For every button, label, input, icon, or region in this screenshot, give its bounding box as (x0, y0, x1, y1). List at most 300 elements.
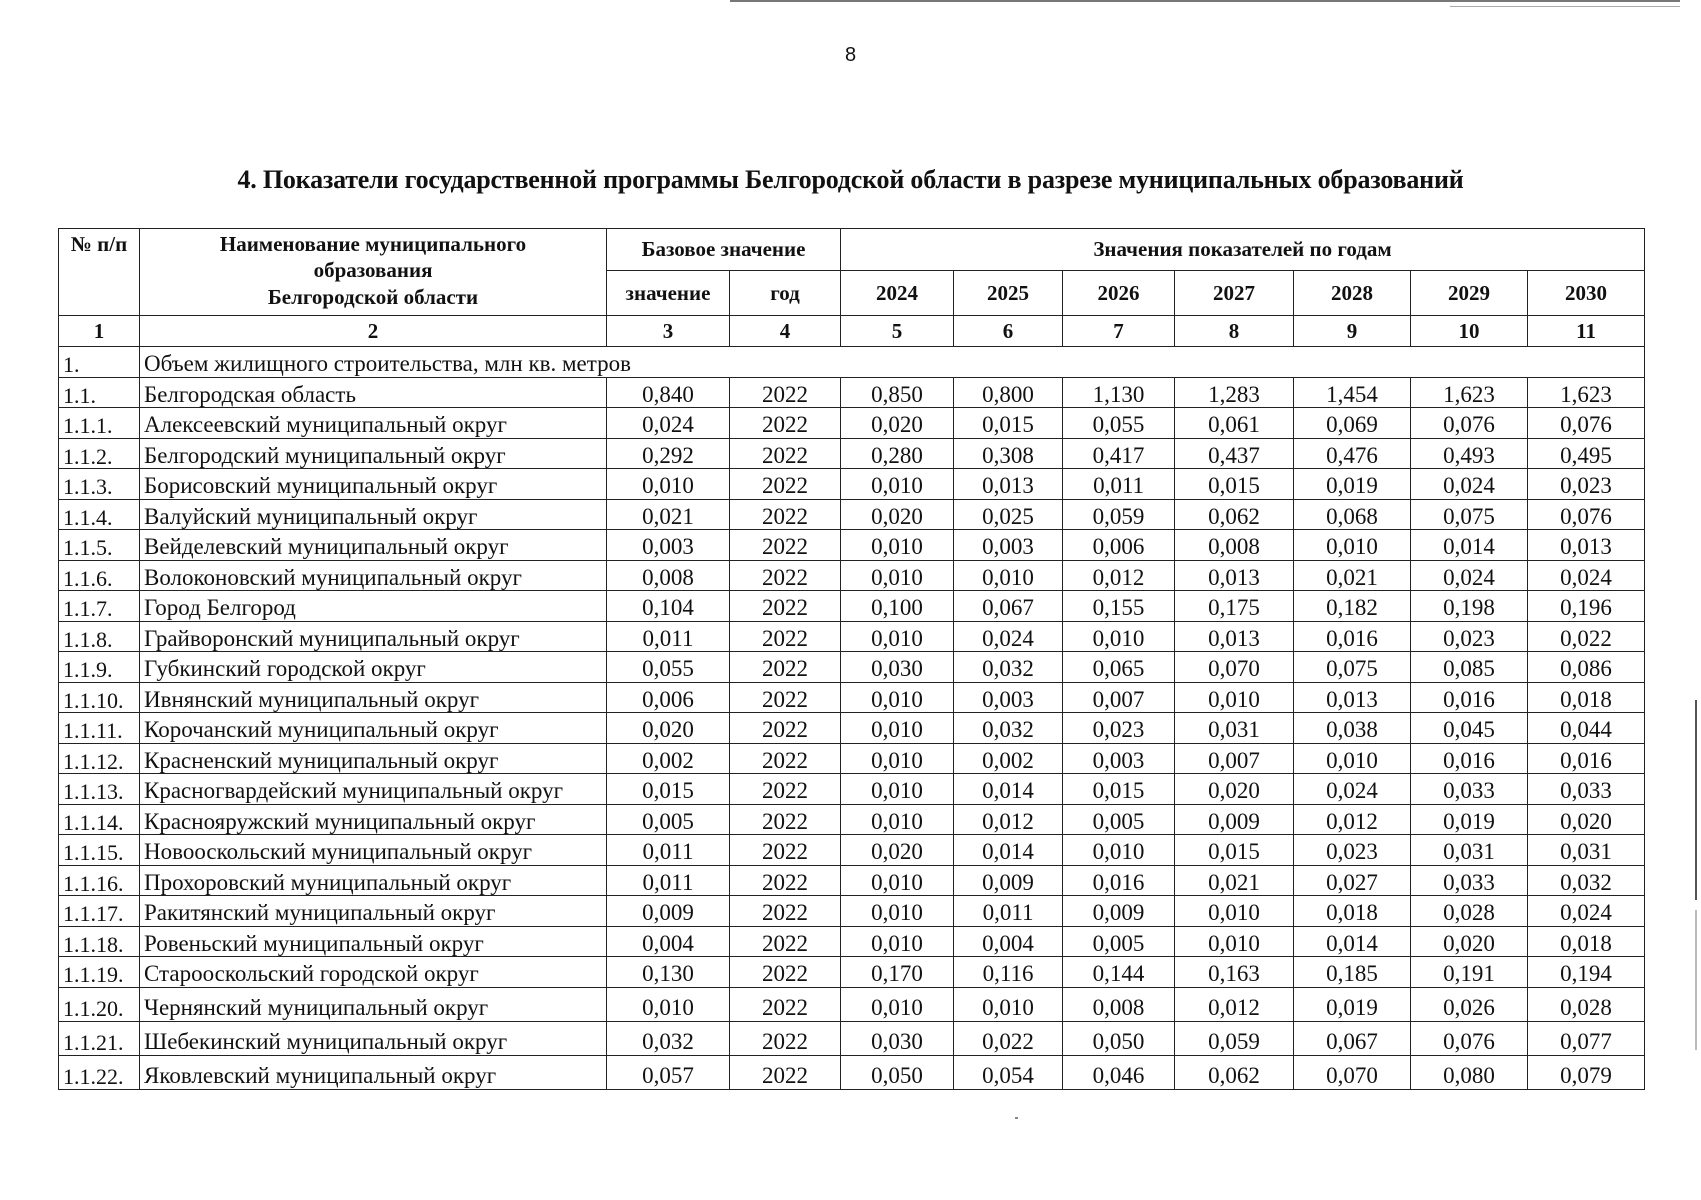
year-value-cell: 0,022 (1528, 621, 1645, 652)
year-value-cell: 0,850 (841, 377, 954, 408)
header-year-2024: 2024 (841, 271, 954, 316)
year-value-cell: 0,024 (1294, 774, 1411, 805)
row-number: 1.1.9. (59, 652, 140, 683)
year-value-cell: 0,018 (1528, 926, 1645, 957)
year-value-cell: 0,080 (1411, 1055, 1528, 1089)
scan-edge-mark-faint (1695, 910, 1697, 1050)
year-value-cell: 0,013 (1175, 621, 1294, 652)
table-row (59, 774, 1645, 805)
base-value-cell: 0,020 (607, 713, 730, 744)
year-value-cell: 0,033 (1411, 774, 1528, 805)
year-value-cell: 0,070 (1294, 1055, 1411, 1089)
year-value-cell: 0,014 (1411, 530, 1528, 561)
table-row (59, 1055, 1645, 1089)
year-value-cell: 0,030 (841, 652, 954, 683)
base-year-cell: 2022 (730, 1055, 841, 1089)
year-value-cell: 0,005 (1063, 804, 1175, 835)
base-year-cell: 2022 (730, 530, 841, 561)
municipality-name: Красненский муниципальный округ (140, 743, 607, 774)
base-year-cell: 2022 (730, 682, 841, 713)
year-value-cell: 0,038 (1294, 713, 1411, 744)
row-number: 1.1.3. (59, 469, 140, 500)
table-row (59, 713, 1645, 744)
year-value-cell: 0,010 (841, 713, 954, 744)
base-value-cell: 0,009 (607, 896, 730, 927)
base-value-cell: 0,003 (607, 530, 730, 561)
year-value-cell: 0,011 (1063, 469, 1175, 500)
document-title: 4. Показатели государственной программы Белгородской области в разрезе муниципальных образований (237, 165, 1464, 194)
scan-edge-mark (1695, 700, 1697, 900)
table-row (59, 560, 1645, 591)
header-year-2026: 2026 (1063, 271, 1175, 316)
year-value-cell: 0,010 (841, 926, 954, 957)
year-value-cell: 0,016 (1411, 743, 1528, 774)
year-value-cell: 0,015 (954, 408, 1063, 439)
row-number: 1.1.11. (59, 713, 140, 744)
row-number: 1.1.1. (59, 408, 140, 439)
year-value-cell: 0,495 (1528, 438, 1645, 469)
row-number: 1.1.20. (59, 987, 140, 1021)
municipality-name: Город Белгород (140, 591, 607, 622)
base-value-cell: 0,024 (607, 408, 730, 439)
base-value-cell: 0,004 (607, 926, 730, 957)
year-value-cell: 0,155 (1063, 591, 1175, 622)
base-value-cell: 0,008 (607, 560, 730, 591)
base-value-cell: 0,015 (607, 774, 730, 805)
row-number: 1.1.14. (59, 804, 140, 835)
base-year-cell: 2022 (730, 652, 841, 683)
page-number: 8 (844, 44, 857, 66)
year-value-cell: 0,016 (1294, 621, 1411, 652)
year-value-cell: 0,003 (1063, 743, 1175, 774)
year-value-cell: 0,010 (1063, 835, 1175, 866)
year-value-cell: 0,308 (954, 438, 1063, 469)
table-row (59, 743, 1645, 774)
year-value-cell: 0,033 (1528, 774, 1645, 805)
year-value-cell: 0,010 (841, 621, 954, 652)
year-value-cell: 1,454 (1294, 377, 1411, 408)
year-value-cell: 0,016 (1063, 865, 1175, 896)
year-value-cell: 0,069 (1294, 408, 1411, 439)
municipality-name: Краснояружский муниципальный округ (140, 804, 607, 835)
indicators-table (58, 228, 1645, 1090)
municipality-name: Вейделевский муниципальный округ (140, 530, 607, 561)
year-value-cell: 0,050 (1063, 1021, 1175, 1055)
header-base-year: год (730, 271, 841, 316)
column-number: 1 (59, 316, 140, 347)
year-value-cell: 0,020 (841, 835, 954, 866)
base-year-cell: 2022 (730, 499, 841, 530)
year-value-cell: 0,003 (954, 682, 1063, 713)
municipality-name: Шебекинский муниципальный округ (140, 1021, 607, 1055)
year-value-cell: 0,076 (1411, 408, 1528, 439)
municipality-name: Красногвардейский муниципальный округ (140, 774, 607, 805)
year-value-cell: 0,013 (1294, 682, 1411, 713)
year-value-cell: 0,068 (1294, 499, 1411, 530)
year-value-cell: 0,010 (841, 560, 954, 591)
year-value-cell: 0,077 (1528, 1021, 1645, 1055)
year-value-cell: 0,004 (954, 926, 1063, 957)
year-value-cell: 1,623 (1528, 377, 1645, 408)
base-year-cell: 2022 (730, 621, 841, 652)
base-value-cell: 0,005 (607, 804, 730, 835)
year-value-cell: 0,010 (841, 743, 954, 774)
year-value-cell: 0,026 (1411, 987, 1528, 1021)
year-value-cell: 0,067 (954, 591, 1063, 622)
column-number: 5 (841, 316, 954, 347)
column-number: 4 (730, 316, 841, 347)
year-value-cell: 0,010 (1294, 743, 1411, 774)
table-row (59, 1021, 1645, 1055)
year-value-cell: 0,050 (841, 1055, 954, 1089)
year-value-cell: 0,028 (1528, 987, 1645, 1021)
base-year-cell: 2022 (730, 1021, 841, 1055)
base-value-cell: 0,292 (607, 438, 730, 469)
base-value-cell: 0,057 (607, 1055, 730, 1089)
base-year-cell: 2022 (730, 896, 841, 927)
table-row (59, 957, 1645, 988)
column-number: 9 (1294, 316, 1411, 347)
year-value-cell: 0,015 (1175, 469, 1294, 500)
table-row (59, 621, 1645, 652)
year-value-cell: 0,163 (1175, 957, 1294, 988)
year-value-cell: 0,027 (1294, 865, 1411, 896)
scan-top-rule-secondary (1450, 6, 1680, 7)
year-value-cell: 0,024 (1411, 469, 1528, 500)
row-number: 1.1.21. (59, 1021, 140, 1055)
row-number: 1.1.7. (59, 591, 140, 622)
year-value-cell: 0,191 (1411, 957, 1528, 988)
year-value-cell: 0,012 (954, 804, 1063, 835)
year-value-cell: 0,045 (1411, 713, 1528, 744)
municipality-name: Чернянский муниципальный округ (140, 987, 607, 1021)
row-number: 1.1.19. (59, 957, 140, 988)
year-value-cell: 0,086 (1528, 652, 1645, 683)
year-value-cell: 0,067 (1294, 1021, 1411, 1055)
row-number: 1.1.10. (59, 682, 140, 713)
year-value-cell: 0,054 (954, 1055, 1063, 1089)
year-value-cell: 1,623 (1411, 377, 1528, 408)
year-value-cell: 0,076 (1528, 408, 1645, 439)
year-value-cell: 0,020 (841, 499, 954, 530)
row-number: 1.1.12. (59, 743, 140, 774)
municipality-name: Белгородская область (140, 377, 607, 408)
base-value-cell: 0,010 (607, 469, 730, 500)
year-value-cell: 0,493 (1411, 438, 1528, 469)
base-year-cell: 2022 (730, 987, 841, 1021)
header-year-2030: 2030 (1528, 271, 1645, 316)
table-row (59, 896, 1645, 927)
municipality-name: Старооскольский городской округ (140, 957, 607, 988)
year-value-cell: 0,010 (954, 560, 1063, 591)
table-row (59, 530, 1645, 561)
municipality-name: Губкинский городской округ (140, 652, 607, 683)
year-value-cell: 0,022 (954, 1021, 1063, 1055)
year-value-cell: 0,010 (841, 682, 954, 713)
year-value-cell: 0,010 (841, 469, 954, 500)
year-value-cell: 0,020 (1528, 804, 1645, 835)
year-value-cell: 0,010 (841, 987, 954, 1021)
table-row (59, 804, 1645, 835)
base-year-cell: 2022 (730, 865, 841, 896)
year-value-cell: 0,144 (1063, 957, 1175, 988)
year-value-cell: 0,198 (1411, 591, 1528, 622)
year-value-cell: 0,100 (841, 591, 954, 622)
year-value-cell: 0,010 (841, 774, 954, 805)
year-value-cell: 0,021 (1294, 560, 1411, 591)
year-value-cell: 0,010 (841, 530, 954, 561)
year-value-cell: 0,061 (1175, 408, 1294, 439)
year-value-cell: 0,023 (1411, 621, 1528, 652)
base-year-cell: 2022 (730, 774, 841, 805)
base-year-cell: 2022 (730, 926, 841, 957)
header-name-line-2: образования (313, 258, 433, 283)
year-value-cell: 0,032 (954, 713, 1063, 744)
year-value-cell: 0,280 (841, 438, 954, 469)
year-value-cell: 0,012 (1063, 560, 1175, 591)
year-value-cell: 1,130 (1063, 377, 1175, 408)
year-value-cell: 0,185 (1294, 957, 1411, 988)
municipality-name: Волоконовский муниципальный округ (140, 560, 607, 591)
municipality-name: Ивнянский муниципальный округ (140, 682, 607, 713)
year-value-cell: 0,044 (1528, 713, 1645, 744)
table-row (59, 499, 1645, 530)
row-number: 1.1.22. (59, 1055, 140, 1089)
year-value-cell: 0,059 (1063, 499, 1175, 530)
year-value-cell: 0,012 (1294, 804, 1411, 835)
year-value-cell: 0,013 (1528, 530, 1645, 561)
year-value-cell: 0,019 (1411, 804, 1528, 835)
year-value-cell: 0,016 (1528, 743, 1645, 774)
year-value-cell: 0,024 (1528, 560, 1645, 591)
year-value-cell: 0,010 (841, 896, 954, 927)
year-value-cell: 0,007 (1175, 743, 1294, 774)
table-row (59, 408, 1645, 439)
year-value-cell: 0,019 (1294, 987, 1411, 1021)
year-value-cell: 0,006 (1063, 530, 1175, 561)
year-value-cell: 0,012 (1175, 987, 1294, 1021)
base-value-cell: 0,002 (607, 743, 730, 774)
year-value-cell: 0,417 (1063, 438, 1175, 469)
year-value-cell: 0,070 (1175, 652, 1294, 683)
table-row (59, 652, 1645, 683)
header-year-2025: 2025 (954, 271, 1063, 316)
year-value-cell: 0,032 (954, 652, 1063, 683)
row-number: 1.1. (59, 377, 140, 408)
row-number: 1.1.6. (59, 560, 140, 591)
base-year-cell: 2022 (730, 743, 841, 774)
year-value-cell: 0,023 (1528, 469, 1645, 500)
year-value-cell: 0,085 (1411, 652, 1528, 683)
year-value-cell: 0,437 (1175, 438, 1294, 469)
year-value-cell: 0,116 (954, 957, 1063, 988)
header-base-value-group: Базовое значение (607, 229, 841, 271)
base-value-cell: 0,006 (607, 682, 730, 713)
section-row (59, 347, 1645, 378)
base-year-cell: 2022 (730, 469, 841, 500)
row-number: 1.1.4. (59, 499, 140, 530)
header-base-value: значение (607, 271, 730, 316)
base-year-cell: 2022 (730, 408, 841, 439)
year-value-cell: 0,013 (1175, 560, 1294, 591)
row-number: 1.1.15. (59, 835, 140, 866)
row-number: 1.1.13. (59, 774, 140, 805)
year-value-cell: 0,024 (1528, 896, 1645, 927)
year-value-cell: 0,020 (1411, 926, 1528, 957)
scan-top-rule (730, 0, 1680, 2)
year-value-cell: 0,018 (1294, 896, 1411, 927)
municipality-name: Прохоровский муниципальный округ (140, 865, 607, 896)
year-value-cell: 0,800 (954, 377, 1063, 408)
municipality-name: Валуйский муниципальный округ (140, 499, 607, 530)
year-value-cell: 0,031 (1411, 835, 1528, 866)
year-value-cell: 0,010 (954, 987, 1063, 1021)
year-value-cell: 0,076 (1528, 499, 1645, 530)
year-value-cell: 0,019 (1294, 469, 1411, 500)
year-value-cell: 0,194 (1528, 957, 1645, 988)
base-value-cell: 0,840 (607, 377, 730, 408)
table-row (59, 591, 1645, 622)
base-year-cell: 2022 (730, 713, 841, 744)
year-value-cell: 0,062 (1175, 499, 1294, 530)
header-number: № п/п (59, 229, 140, 316)
municipality-name: Ровеньский муниципальный округ (140, 926, 607, 957)
column-number: 3 (607, 316, 730, 347)
base-year-cell: 2022 (730, 804, 841, 835)
municipality-name: Яковлевский муниципальный округ (140, 1055, 607, 1089)
header-year-2028: 2028 (1294, 271, 1411, 316)
year-value-cell: 0,007 (1063, 682, 1175, 713)
base-year-cell: 2022 (730, 560, 841, 591)
year-value-cell: 0,010 (1294, 530, 1411, 561)
year-value-cell: 0,046 (1063, 1055, 1175, 1089)
year-value-cell: 0,032 (1528, 865, 1645, 896)
column-number: 8 (1175, 316, 1294, 347)
year-value-cell: 0,009 (954, 865, 1063, 896)
row-number: 1.1.2. (59, 438, 140, 469)
year-value-cell: 0,003 (954, 530, 1063, 561)
year-value-cell: 0,014 (954, 774, 1063, 805)
base-year-cell: 2022 (730, 438, 841, 469)
row-number: 1.1.5. (59, 530, 140, 561)
year-value-cell: 0,009 (1175, 804, 1294, 835)
row-number: 1.1.18. (59, 926, 140, 957)
year-value-cell: 0,010 (1063, 621, 1175, 652)
column-number: 10 (1411, 316, 1528, 347)
base-value-cell: 0,011 (607, 621, 730, 652)
year-value-cell: 0,015 (1063, 774, 1175, 805)
year-value-cell: 0,010 (1175, 896, 1294, 927)
year-value-cell: 0,016 (1411, 682, 1528, 713)
base-value-cell: 0,011 (607, 835, 730, 866)
table-row (59, 835, 1645, 866)
year-value-cell: 0,013 (954, 469, 1063, 500)
section-title: Объем жилищного строительства, млн кв. метров (140, 347, 1645, 378)
year-value-cell: 0,075 (1411, 499, 1528, 530)
section-number: 1. (59, 347, 140, 378)
year-value-cell: 0,002 (954, 743, 1063, 774)
year-value-cell: 0,028 (1411, 896, 1528, 927)
year-value-cell: 0,025 (954, 499, 1063, 530)
year-value-cell: 0,059 (1175, 1021, 1294, 1055)
year-value-cell: 0,031 (1528, 835, 1645, 866)
base-value-cell: 0,104 (607, 591, 730, 622)
year-value-cell: 0,030 (841, 1021, 954, 1055)
year-value-cell: 0,033 (1411, 865, 1528, 896)
year-value-cell: 0,020 (1175, 774, 1294, 805)
table-row (59, 377, 1645, 408)
base-year-cell: 2022 (730, 835, 841, 866)
year-value-cell: 0,014 (1294, 926, 1411, 957)
base-year-cell: 2022 (730, 957, 841, 988)
base-value-cell: 0,055 (607, 652, 730, 683)
municipality-name: Борисовский муниципальный округ (140, 469, 607, 500)
year-value-cell: 0,011 (954, 896, 1063, 927)
table-row (59, 987, 1645, 1021)
header-years-group: Значения показателей по годам (841, 229, 1645, 271)
column-number: 7 (1063, 316, 1175, 347)
year-value-cell: 0,055 (1063, 408, 1175, 439)
municipality-name: Ракитянский муниципальный округ (140, 896, 607, 927)
year-value-cell: 0,062 (1175, 1055, 1294, 1089)
base-year-cell: 2022 (730, 377, 841, 408)
year-value-cell: 0,065 (1063, 652, 1175, 683)
base-value-cell: 0,021 (607, 499, 730, 530)
year-value-cell: 0,024 (954, 621, 1063, 652)
table-row (59, 682, 1645, 713)
year-value-cell: 0,020 (841, 408, 954, 439)
column-number: 6 (954, 316, 1063, 347)
column-number: 11 (1528, 316, 1645, 347)
header-name-line-3: Белгородской области (267, 284, 479, 309)
scan-speck (1015, 1117, 1018, 1119)
row-number: 1.1.17. (59, 896, 140, 927)
year-value-cell: 0,005 (1063, 926, 1175, 957)
year-value-cell: 0,010 (841, 804, 954, 835)
table-row (59, 865, 1645, 896)
year-value-cell: 0,010 (1175, 926, 1294, 957)
base-value-cell: 0,011 (607, 865, 730, 896)
municipality-name: Алексеевский муниципальный округ (140, 408, 607, 439)
header-year-2027: 2027 (1175, 271, 1294, 316)
year-value-cell: 1,283 (1175, 377, 1294, 408)
year-value-cell: 0,079 (1528, 1055, 1645, 1089)
year-value-cell: 0,182 (1294, 591, 1411, 622)
year-value-cell: 0,008 (1063, 987, 1175, 1021)
year-value-cell: 0,008 (1175, 530, 1294, 561)
municipality-name: Корочанский муниципальный округ (140, 713, 607, 744)
year-value-cell: 0,023 (1063, 713, 1175, 744)
indicators-table-body (59, 347, 1645, 1090)
base-value-cell: 0,032 (607, 1021, 730, 1055)
year-value-cell: 0,076 (1411, 1021, 1528, 1055)
year-value-cell: 0,018 (1528, 682, 1645, 713)
year-value-cell: 0,175 (1175, 591, 1294, 622)
header-municipality-name (140, 229, 607, 316)
year-value-cell: 0,170 (841, 957, 954, 988)
row-number: 1.1.8. (59, 621, 140, 652)
year-value-cell: 0,031 (1175, 713, 1294, 744)
column-number-row (59, 316, 1645, 347)
year-value-cell: 0,196 (1528, 591, 1645, 622)
base-value-cell: 0,010 (607, 987, 730, 1021)
year-value-cell: 0,010 (841, 865, 954, 896)
header-name-line-1: Наименование муниципального (219, 232, 527, 256)
year-value-cell: 0,021 (1175, 865, 1294, 896)
year-value-cell: 0,009 (1063, 896, 1175, 927)
year-value-cell: 0,023 (1294, 835, 1411, 866)
row-number: 1.1.16. (59, 865, 140, 896)
